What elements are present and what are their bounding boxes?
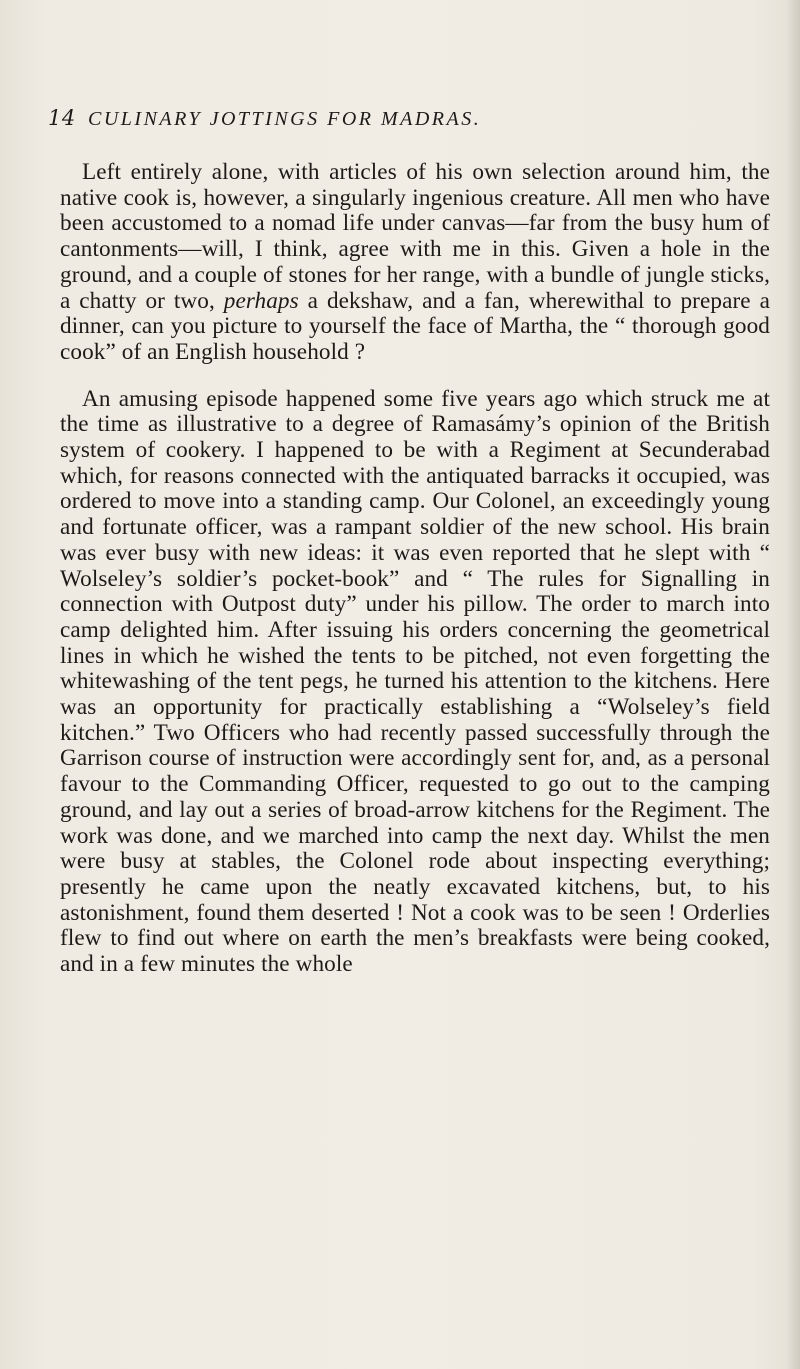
paragraph-1-italic: perhaps (223, 287, 299, 314)
page-edge-shadow (786, 0, 800, 1369)
paragraph-1-text-a: Left entirely alone, with articles of his own selection around him, the native cook is, however, a singularly ingenious creature. All men who have been accustomed to a nomad life under canvas—far from the busy hum of cantonments—will, I think, agree with me in this. Given a hole in the ground, and a couple of stones for her range, with a bundle of jungle sticks, a chatty or two, (60, 159, 770, 314)
paragraph-1-text-b: a dekshaw, and a fan, wherewithal to prepare a dinner, can you picture to yourself the face of Martha, the “ thorough good cook” of an English household ? (60, 287, 770, 365)
running-title: CULINARY JOTTINGS FOR MADRAS. (88, 108, 482, 130)
page-header (48, 106, 760, 136)
page-number: 14 (48, 106, 76, 130)
body-text (60, 160, 770, 978)
paragraph-1 (60, 160, 770, 366)
paragraph-2: An amusing episode happened some five years ago which struck me at the time as illustrative to a degree of Ramasámy’s opinion of the British system of cookery. I happened to be with a Regiment at Secunderabad which, for reasons connected with the antiquated barracks it occupied, was ordered to move into a standing camp. Our Colonel, an exceedingly young and fortunate officer, was a rampant soldier of the new school. His brain was ever busy with new ideas: it was even reported that he slept with “ Wolseley’s soldier’s pocket-book” and “ The rules for Signalling in connection with Outpost duty” under his pillow. The order to march into camp delighted him. After issuing his orders concerning the geometrical lines in which he wished the tents to be pitched, not even forgetting the whitewashing of the tent pegs, he turned his attention to the kitchens. Here was an opportunity for practically establishing a “Wolseley’s field kitchen.” Two Officers who had recently passed successfully through the Garrison course of instruction were accordingly sent for, and, as a personal favour to the Commanding Officer, requested to go out to the camping ground, and lay out a series of broad-arrow kitchens for the Regiment. The work was done, and we marched into camp the next day. Whilst the men were busy at stables, the Colonel rode about inspecting everything; presently he came upon the neatly excavated kitchens, but, to his astonishment, found them deserted ! Not a cook was to be seen ! Orderlies flew to find out where on earth the men’s breakfasts were being cooked, and in a few minutes the whole (60, 385, 770, 978)
